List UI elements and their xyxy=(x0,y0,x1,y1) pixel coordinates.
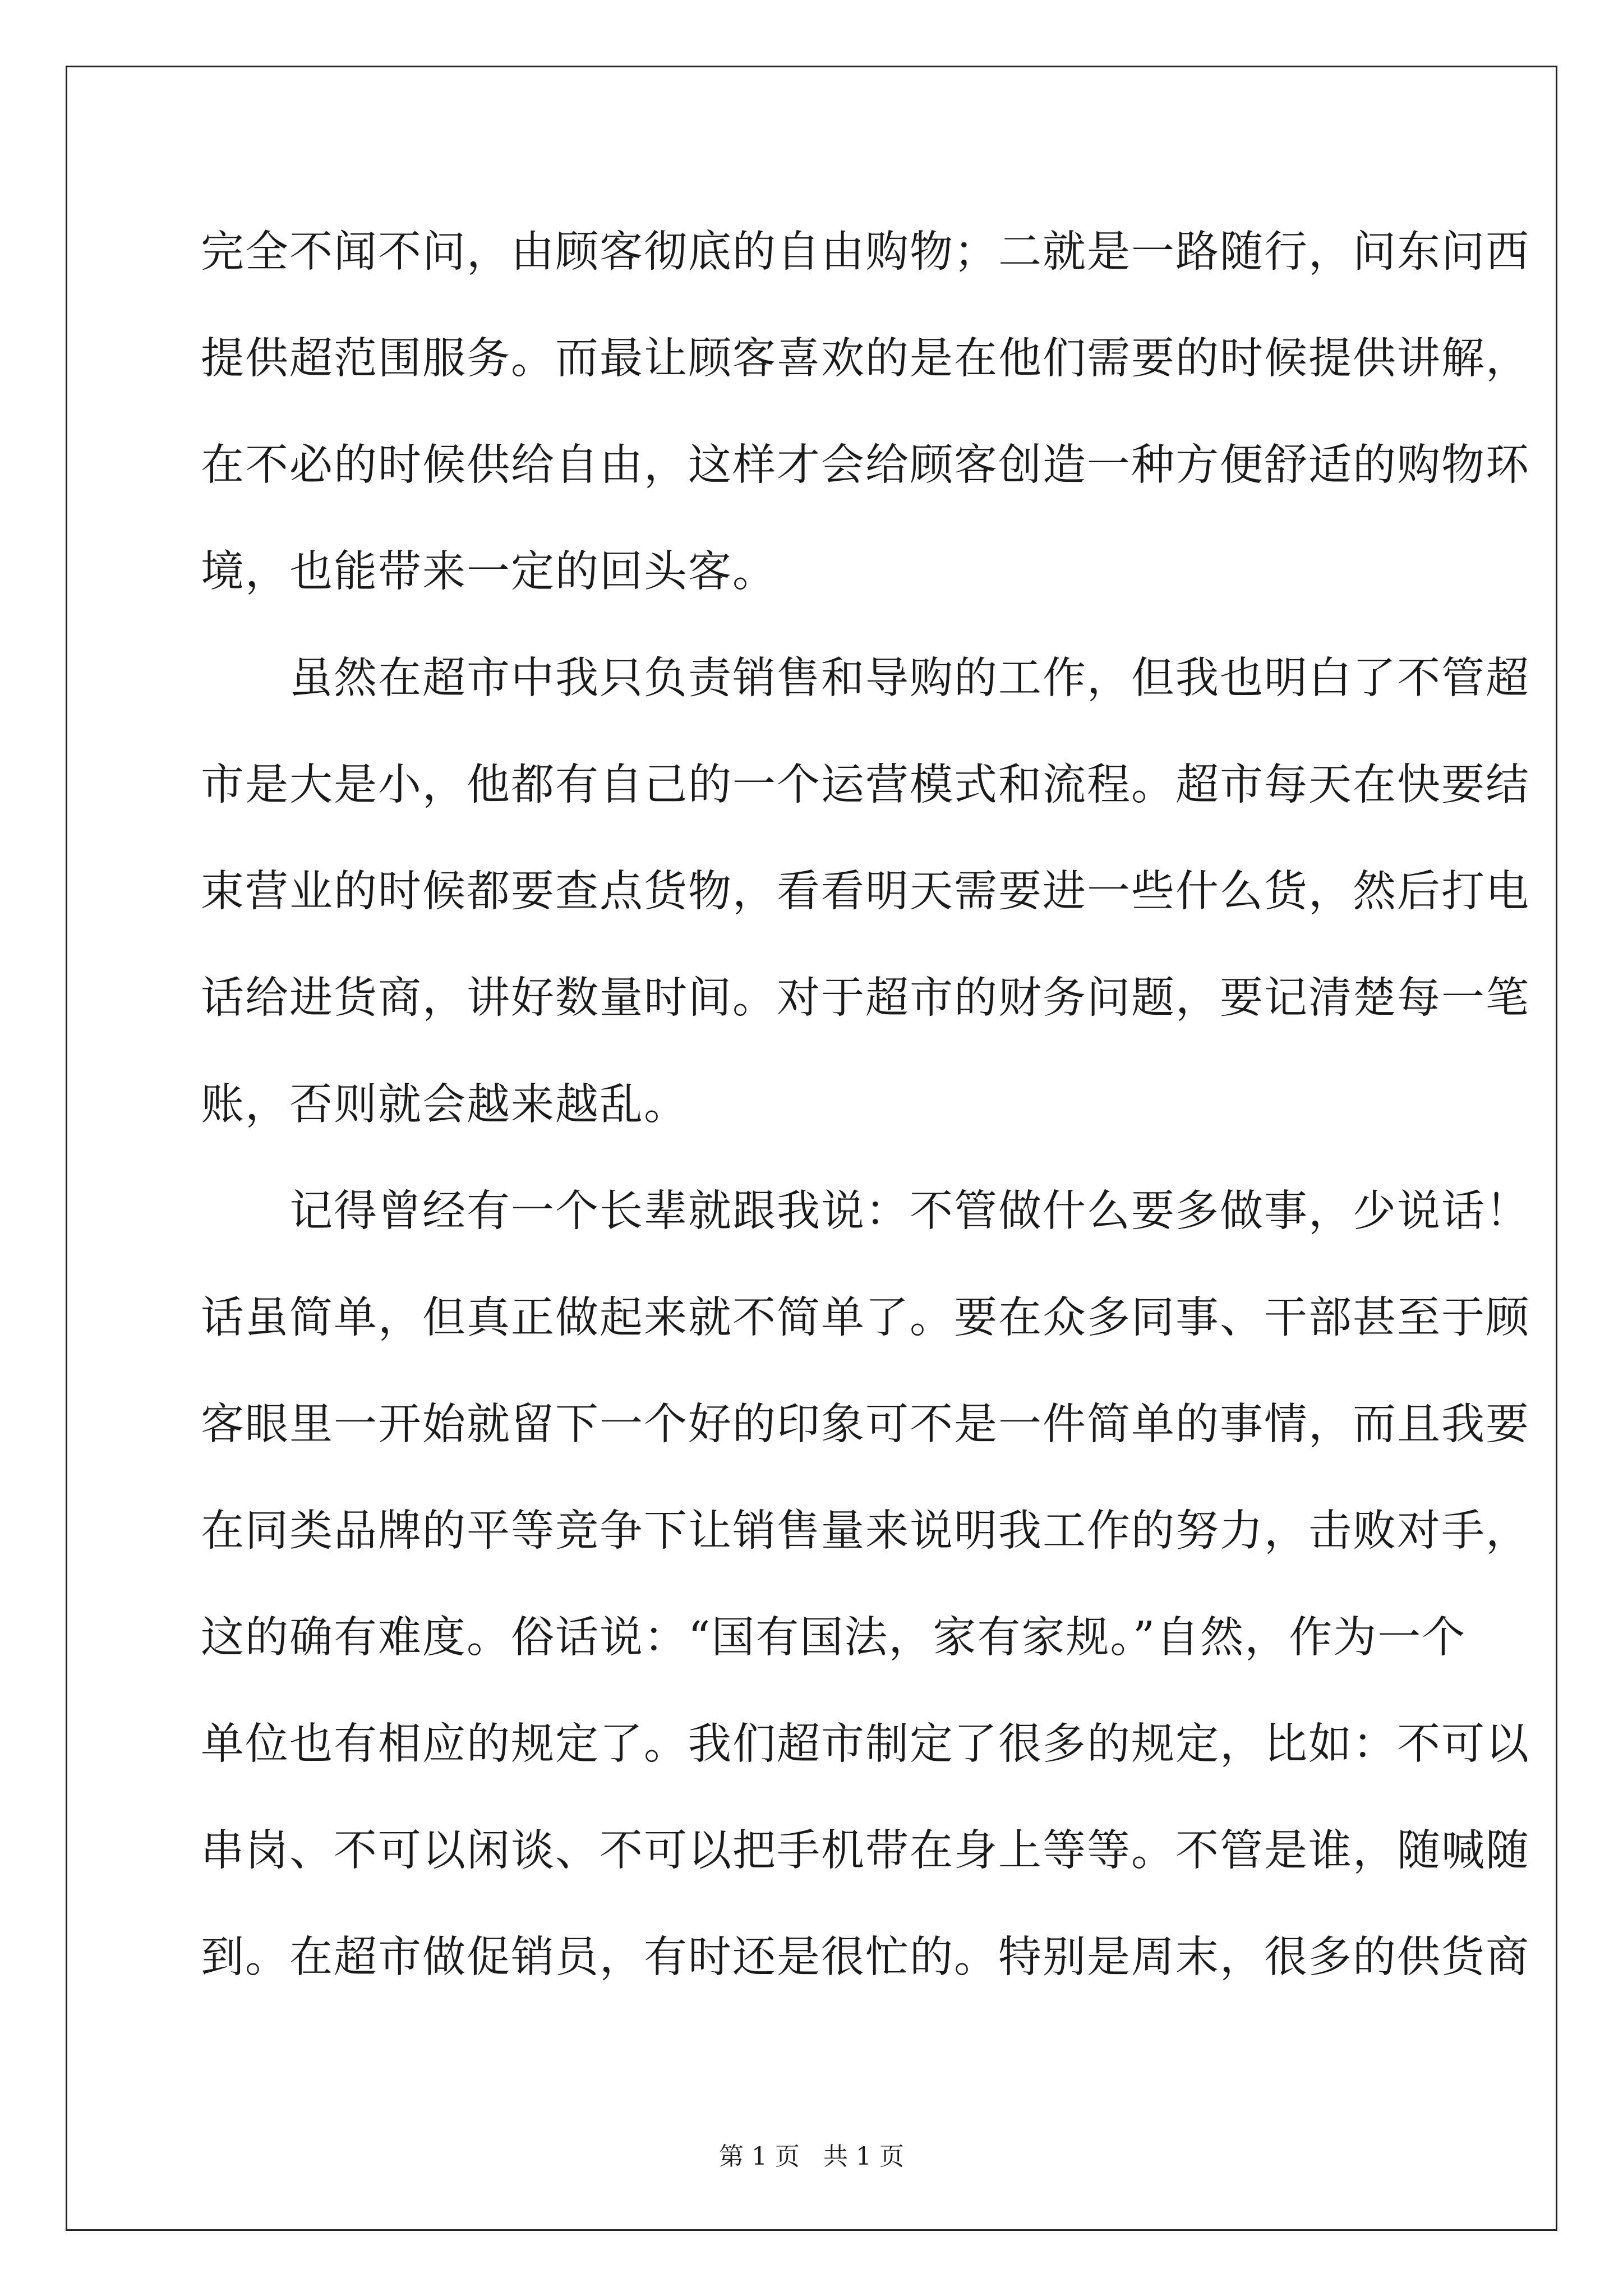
text-line: 在不必的时候供给自由，这样才会给顾客创造一种方便舒适的购物环 xyxy=(201,440,1530,490)
text-line: 虽然在超市中我只负责销售和导购的工作，但我也明白了不管超 xyxy=(201,654,1530,703)
page-number-footer: 第 1 页 共 1 页 xyxy=(719,2142,904,2171)
text-line: 境，也能带来一定的回头客。 xyxy=(201,547,777,597)
text-line: 到。在超市做促销员，有时还是很忙的。特别是周末，很多的供货商 xyxy=(201,1932,1530,1982)
text-line: 这的确有难度。俗话说：“国有国法，家有家规。”自然，作为一个 xyxy=(201,1613,1467,1663)
text-line: 话虽简单，但真正做起来就不简单了。要在众多同事、干部甚至于顾 xyxy=(201,1293,1530,1343)
text-line: 在同类品牌的平等竞争下让销售量来说明我工作的努力，击败对手， xyxy=(201,1506,1530,1556)
document-body xyxy=(201,199,1530,2011)
text-line: 串岗、不可以闲谈、不可以把手机带在身上等等。不管是谁，随喊随 xyxy=(201,1826,1530,1876)
text-line: 账，否则就会越来越乱。 xyxy=(201,1080,688,1130)
text-line: 市是大是小，他都有自己的一个运营模式和流程。超市每天在快要结 xyxy=(201,760,1530,810)
text-line: 束营业的时候都要查点货物，看看明天需要进一些什么货，然后打电 xyxy=(201,867,1530,917)
text-line: 单位也有相应的规定了。我们超市制定了很多的规定，比如：不可以 xyxy=(201,1719,1530,1769)
text-line: 完全不闻不问，由顾客彻底的自由购物；二就是一路随行，问东问西 xyxy=(201,227,1530,277)
text-line: 话给进货商，讲好数量时间。对于超市的财务问题，要记清楚每一笔 xyxy=(201,973,1530,1023)
text-line: 记得曾经有一个长辈就跟我说：不管做什么要多做事，少说话！ xyxy=(201,1186,1530,1236)
text-line: 客眼里一开始就留下一个好的印象可不是一件简单的事情，而且我要 xyxy=(201,1400,1530,1450)
text-line: 提供超范围服务。而最让顾客喜欢的是在他们需要的时候提供讲解， xyxy=(201,334,1530,384)
